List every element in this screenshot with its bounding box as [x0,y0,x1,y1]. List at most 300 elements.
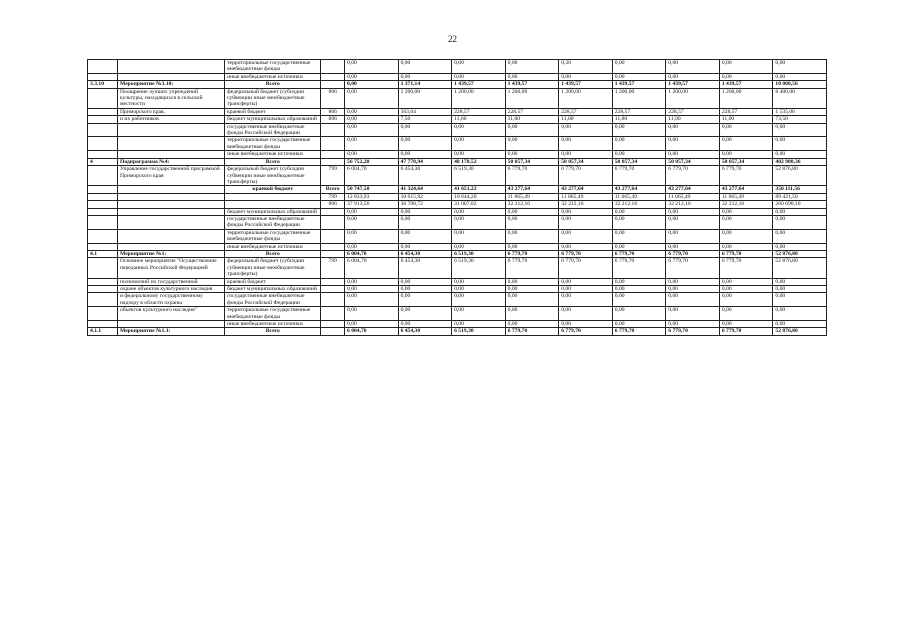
amount-cell: 43 277,64 [505,186,559,193]
amount-cell: 0,00 [559,293,613,307]
amount-cell: 0,00 [345,73,399,80]
row-description-cell: и федеральному государственному надзору в области охраны [117,293,224,307]
amount-cell: 0,00 [612,278,666,285]
amount-cell: 0,00 [719,278,773,285]
amount-cell: 0,00 [452,123,506,137]
row-description-cell [117,229,224,243]
amount-cell: 260 690,10 [773,201,827,208]
row-id-cell [88,258,118,278]
amount-cell: 50 057,34 [505,158,559,165]
table-row [88,166,827,186]
budget-code-cell: 806 [321,116,345,123]
amount-cell: 0,00 [773,60,827,74]
table-row [88,243,827,250]
funding-source-cell: бюджет муниципальных образований [225,286,321,293]
amount-cell: 0,00 [773,286,827,293]
funding-source-cell: федеральный бюджет (субсидии субвенции иные межбюджетные трансферты) [225,88,321,108]
row-description-cell: и их работников [117,116,224,123]
amount-cell: 0,00 [612,321,666,328]
amount-cell: 0,00 [773,215,827,229]
amount-cell: 43 277,64 [666,186,720,193]
amount-cell: 52 876,80 [773,250,827,257]
budget-code-cell [321,243,345,250]
funding-source-cell: краевой бюджет [225,278,321,285]
amount-cell: 11,00 [559,116,613,123]
amount-cell: 6 779,70 [612,328,666,335]
row-id-cell [88,208,118,215]
budget-code-cell [321,215,345,229]
amount-cell: 6 779,70 [719,258,773,278]
budget-code-cell [321,229,345,243]
amount-cell: 11 065,49 [612,193,666,200]
amount-cell: 0,00 [452,151,506,158]
amount-cell: 0,00 [559,151,613,158]
amount-cell: 0,00 [505,151,559,158]
row-description-cell: Приморского края, [117,108,224,115]
row-id-cell [88,88,118,108]
table-row [88,258,827,278]
amount-cell: 0,00 [505,286,559,293]
budget-code-cell [321,307,345,321]
amount-cell: 0,00 [559,321,613,328]
row-id-cell [88,137,118,151]
row-description-cell: Основное мероприятие "Осуществление переданных Российской Федерацией [117,258,224,278]
amount-cell: 6 779,70 [559,250,613,257]
funding-source-cell: государственные внебюджетные фонды Российской Федерации [225,293,321,307]
amount-cell: 0,00 [452,307,506,321]
amount-cell: 0,00 [452,243,506,250]
table-row [88,73,827,80]
table-row [88,108,827,115]
amount-cell: 0,00 [719,243,773,250]
amount-cell: 32 212,16 [719,201,773,208]
amount-cell: 0,00 [559,137,613,151]
amount-cell: 0,00 [612,243,666,250]
amount-cell: 0,00 [345,151,399,158]
amount-cell: 0,00 [666,151,720,158]
row-description-cell [117,151,224,158]
amount-cell: 11,00 [612,116,666,123]
amount-cell: 0,00 [398,215,452,229]
funding-source-cell: Всего [225,250,321,257]
amount-cell: 0,00 [398,278,452,285]
amount-cell: 11,00 [666,116,720,123]
amount-cell: 0,00 [345,81,399,88]
amount-cell: 0,00 [452,321,506,328]
funding-source-cell: иные внебюджетные источники [225,321,321,328]
funding-source-cell: Всего [225,158,321,165]
amount-cell: 0,00 [505,307,559,321]
budget-code-cell [321,321,345,328]
amount-cell: 1 200,00 [505,88,559,108]
amount-cell: 1 371,14 [398,81,452,88]
amount-cell: 6 004,70 [345,328,399,335]
table-row [88,321,827,328]
budget-code-cell [321,60,345,74]
table-row [88,123,827,137]
amount-cell: 163,64 [398,108,452,115]
amount-cell: 0,00 [666,293,720,307]
budget-code-cell: 799 [321,258,345,278]
row-id-cell [88,116,118,123]
amount-cell: 52 876,80 [773,258,827,278]
funding-source-cell: федеральный бюджет (субсидии субвенции иные межбюджетные трансферты) [225,258,321,278]
amount-cell: 41 651,22 [452,186,506,193]
row-id-cell [88,73,118,80]
amount-cell: 0,00 [719,229,773,243]
amount-cell: 50 747,50 [345,186,399,193]
amount-cell: 6 779,70 [719,166,773,186]
amount-cell: 0,00 [773,123,827,137]
budget-code-cell [321,73,345,80]
amount-cell: 6 779,70 [505,258,559,278]
budget-code-cell [321,151,345,158]
amount-cell: 0,00 [666,278,720,285]
budget-code-cell [321,158,345,165]
amount-cell: 0,00 [398,60,452,74]
amount-cell: 1 200,00 [719,88,773,108]
amount-cell: 31 007,02 [452,201,506,208]
funding-source-cell: бюджет муниципальных образований [225,208,321,215]
amount-cell: 0,00 [505,321,559,328]
amount-cell: 0,00 [505,243,559,250]
budget-code-cell [321,278,345,285]
amount-cell: 6 454,30 [398,328,452,335]
funding-source-cell: территориальные государственные внебюджетные фонды [225,137,321,151]
row-id-cell: 3.3.10 [88,81,118,88]
amount-cell: 0,00 [398,137,452,151]
row-id-cell [88,108,118,115]
funding-source-cell: государственные внебюджетные фонды Российской Федерации [225,215,321,229]
amount-cell: 6 004,70 [345,250,399,257]
amount-cell: 6 779,70 [612,258,666,278]
amount-cell: 0,00 [398,307,452,321]
amount-cell: 6 519,30 [452,166,506,186]
amount-cell: 0,00 [719,73,773,80]
amount-cell: 0,00 [398,286,452,293]
amount-cell: 0,00 [505,123,559,137]
amount-cell: 0,00 [345,321,399,328]
amount-cell: 6 779,70 [612,250,666,257]
amount-cell: 0,00 [666,215,720,229]
amount-cell: 6 779,70 [505,250,559,257]
amount-cell: 0,00 [505,293,559,307]
row-id-cell [88,186,118,193]
funding-source-cell [225,201,321,208]
row-id-cell [88,151,118,158]
row-description-cell: Мероприятие №1.1: [117,328,224,335]
amount-cell: 0,00 [666,229,720,243]
amount-cell: 11,00 [505,116,559,123]
amount-cell: 11,00 [719,116,773,123]
table-row [88,250,827,257]
row-description-cell [117,243,224,250]
amount-cell: 0,00 [719,293,773,307]
amount-cell: 0,00 [666,307,720,321]
amount-cell: 0,00 [505,73,559,80]
amount-cell: 0,00 [559,229,613,243]
amount-cell: 1 200,00 [559,88,613,108]
table-row [88,286,827,293]
amount-cell: 0,00 [398,229,452,243]
amount-cell: 0,00 [398,73,452,80]
amount-cell: 11 065,49 [505,193,559,200]
amount-cell: 228,57 [666,108,720,115]
row-id-cell [88,193,118,200]
amount-cell: 41 324,64 [398,186,452,193]
amount-cell: 0,00 [345,137,399,151]
row-id-cell [88,286,118,293]
amount-cell: 0,00 [612,73,666,80]
amount-cell: 0,00 [398,123,452,137]
table-row [88,307,827,321]
amount-cell: 0,00 [666,60,720,74]
amount-cell: 0,00 [612,293,666,307]
amount-cell: 6 454,30 [398,166,452,186]
amount-cell: 0,00 [773,73,827,80]
amount-cell: 0,00 [398,243,452,250]
amount-cell: 0,00 [452,278,506,285]
funding-source-cell: краевой бюджет [225,108,321,115]
amount-cell: 6 519,30 [452,328,506,335]
funding-source-cell: иные внебюджетные источники [225,243,321,250]
row-id-cell [88,243,118,250]
amount-cell: 0,00 [773,208,827,215]
amount-cell: 228,57 [505,108,559,115]
row-description-cell: Управление государственной программой Приморского края [117,166,224,186]
amount-cell: 6 004,70 [345,258,399,278]
funding-source-cell: государственные внебюджетные фонды Российской Федерации [225,123,321,137]
amount-cell: 0,00 [559,123,613,137]
budget-table [87,59,827,336]
amount-cell: 0,00 [666,286,720,293]
row-id-cell [88,307,118,321]
amount-cell: 0,00 [452,286,506,293]
budget-code-cell: 806 [321,108,345,115]
amount-cell: 43 277,64 [559,186,613,193]
table-row [88,60,827,74]
amount-cell: 0,00 [559,215,613,229]
amount-cell: 228,57 [612,108,666,115]
amount-cell: 350 111,56 [773,186,827,193]
amount-cell: 1 439,57 [719,81,773,88]
amount-cell: 0,00 [719,321,773,328]
amount-cell: 0,00 [345,229,399,243]
amount-cell: 0,00 [773,307,827,321]
row-description-cell [117,186,224,193]
amount-cell: 12 833,93 [345,193,399,200]
funding-source-cell: иные внебюджетные источники [225,151,321,158]
amount-cell: 402 988,36 [773,158,827,165]
amount-cell: 10 644,20 [452,193,506,200]
funding-source-cell: иные внебюджетные источники [225,73,321,80]
table-row [88,186,827,193]
budget-code-cell: 799 [321,166,345,186]
amount-cell: 228,57 [559,108,613,115]
amount-cell: 1 439,57 [666,81,720,88]
amount-cell: 0,00 [345,108,399,115]
budget-code-cell [321,328,345,335]
amount-cell: 0,00 [719,151,773,158]
row-description-cell [117,193,224,200]
amount-cell: 0,00 [666,123,720,137]
amount-cell: 0,00 [452,73,506,80]
amount-cell: 0,00 [452,215,506,229]
amount-cell: 0,00 [773,243,827,250]
row-description-cell: полномочий по государственной [117,278,224,285]
amount-cell: 52 876,80 [773,166,827,186]
amount-cell: 6 004,70 [345,166,399,186]
row-description-cell [117,137,224,151]
amount-cell: 48 170,52 [452,158,506,165]
amount-cell: 1 200,00 [612,88,666,108]
amount-cell: 0,00 [773,278,827,285]
amount-cell: 0,00 [719,286,773,293]
amount-cell: 50 057,34 [666,158,720,165]
budget-code-cell [321,286,345,293]
amount-cell: 32 212,16 [505,201,559,208]
funding-source-cell [225,193,321,200]
amount-cell: 0,00 [773,151,827,158]
amount-cell: 0,00 [666,73,720,80]
amount-cell: 43 277,64 [612,186,666,193]
amount-cell: 228,57 [452,108,506,115]
amount-cell: 0,00 [505,137,559,151]
amount-cell: 6 454,30 [398,250,452,257]
amount-cell: 0,00 [666,321,720,328]
amount-cell: 0,00 [719,60,773,74]
amount-cell: 52 876,80 [773,328,827,335]
table-row [88,201,827,208]
amount-cell: 0,00 [345,278,399,285]
budget-code-cell: 806 [321,88,345,108]
amount-cell: 11 065,49 [719,193,773,200]
budget-code-cell [321,123,345,137]
amount-cell: 6 454,30 [398,258,452,278]
row-description-cell [117,321,224,328]
table-row [88,215,827,229]
budget-code-cell [321,293,345,307]
row-id-cell [88,201,118,208]
amount-cell: 0,00 [345,215,399,229]
row-description-cell: объектов культурного наследия" [117,307,224,321]
amount-cell: 0,00 [345,293,399,307]
amount-cell: 0,00 [666,137,720,151]
row-id-cell: 4.1.1 [88,328,118,335]
row-description-cell: Мероприятие №3.10: [117,81,224,88]
amount-cell: 37 913,56 [345,201,399,208]
amount-cell: 0,00 [719,307,773,321]
amount-cell: 0,00 [345,123,399,137]
amount-cell: 6 779,70 [505,328,559,335]
amount-cell: 0,00 [773,321,827,328]
table-row [88,88,827,108]
amount-cell: 1 535,06 [773,108,827,115]
page-number: 22 [448,34,457,44]
amount-cell: 6 779,70 [559,258,613,278]
table-row [88,193,827,200]
table-row [88,158,827,165]
amount-cell: 1 439,57 [612,81,666,88]
amount-cell: 0,00 [345,286,399,293]
amount-cell: 0,00 [719,123,773,137]
row-description-cell: Поощрение лучших учреждений культуры, находящихся в сельской местности [117,88,224,108]
budget-code-cell [321,137,345,151]
budget-code-cell [321,81,345,88]
funding-source-cell: Всего [225,328,321,335]
amount-cell: 0,00 [612,208,666,215]
amount-cell: 0,00 [398,321,452,328]
amount-cell: 1 439,57 [452,81,506,88]
amount-cell: 11 065,49 [559,193,613,200]
table-row [88,151,827,158]
row-description-cell: Мероприятие №1: [117,250,224,257]
row-id-cell [88,229,118,243]
amount-cell: 0,00 [719,208,773,215]
amount-cell: 0,30 [559,60,613,74]
amount-cell: 0,00 [345,60,399,74]
amount-cell: 0,00 [452,60,506,74]
amount-cell: 0,00 [345,116,399,123]
amount-cell: 32 212,16 [559,201,613,208]
table-row [88,278,827,285]
amount-cell: 6 779,70 [666,328,720,335]
amount-cell: 1 200,00 [398,88,452,108]
amount-cell: 6 779,70 [505,166,559,186]
funding-source-cell: Всего [225,81,321,88]
budget-code-cell: 806 [321,201,345,208]
funding-source-cell: федеральный бюджет (субсидии субвенции иные межбюджетные трансферты) [225,166,321,186]
row-description-cell [117,60,224,74]
amount-cell: 0,00 [452,229,506,243]
amount-cell: 0,00 [612,215,666,229]
amount-cell: 0,00 [398,293,452,307]
amount-cell: 0,00 [612,60,666,74]
amount-cell: 0,00 [398,208,452,215]
amount-cell: 89 421,50 [773,193,827,200]
amount-cell: 0,00 [452,293,506,307]
amount-cell: 0,00 [612,137,666,151]
budget-table-body [88,60,827,336]
amount-cell: 0,00 [505,215,559,229]
table-row [88,81,827,88]
amount-cell: 0,00 [559,73,613,80]
amount-cell: 6 779,70 [612,166,666,186]
amount-cell: 0,00 [612,307,666,321]
amount-cell: 0,00 [773,293,827,307]
row-description-cell: охране объектов культурного наследия [117,286,224,293]
budget-code-cell: 799 [321,193,345,200]
amount-cell: 0,00 [719,137,773,151]
amount-cell: 7,50 [398,116,452,123]
table-row [88,328,827,335]
amount-cell: 0,00 [505,60,559,74]
amount-cell: 0,00 [666,243,720,250]
amount-cell: 0,00 [398,151,452,158]
row-id-cell [88,123,118,137]
amount-cell: 0,00 [612,151,666,158]
amount-cell: 0,00 [612,123,666,137]
funding-source-cell: территориальные государственные внебюджетные фонды [225,307,321,321]
row-id-cell: 4.1 [88,250,118,257]
amount-cell: 0,00 [559,208,613,215]
table-row [88,293,827,307]
amount-cell: 43 277,64 [719,186,773,193]
amount-cell: 6 779,70 [666,258,720,278]
amount-cell: 0,00 [666,208,720,215]
amount-cell: 50 057,34 [612,158,666,165]
funding-source-cell: краевой бюджет [225,186,321,193]
